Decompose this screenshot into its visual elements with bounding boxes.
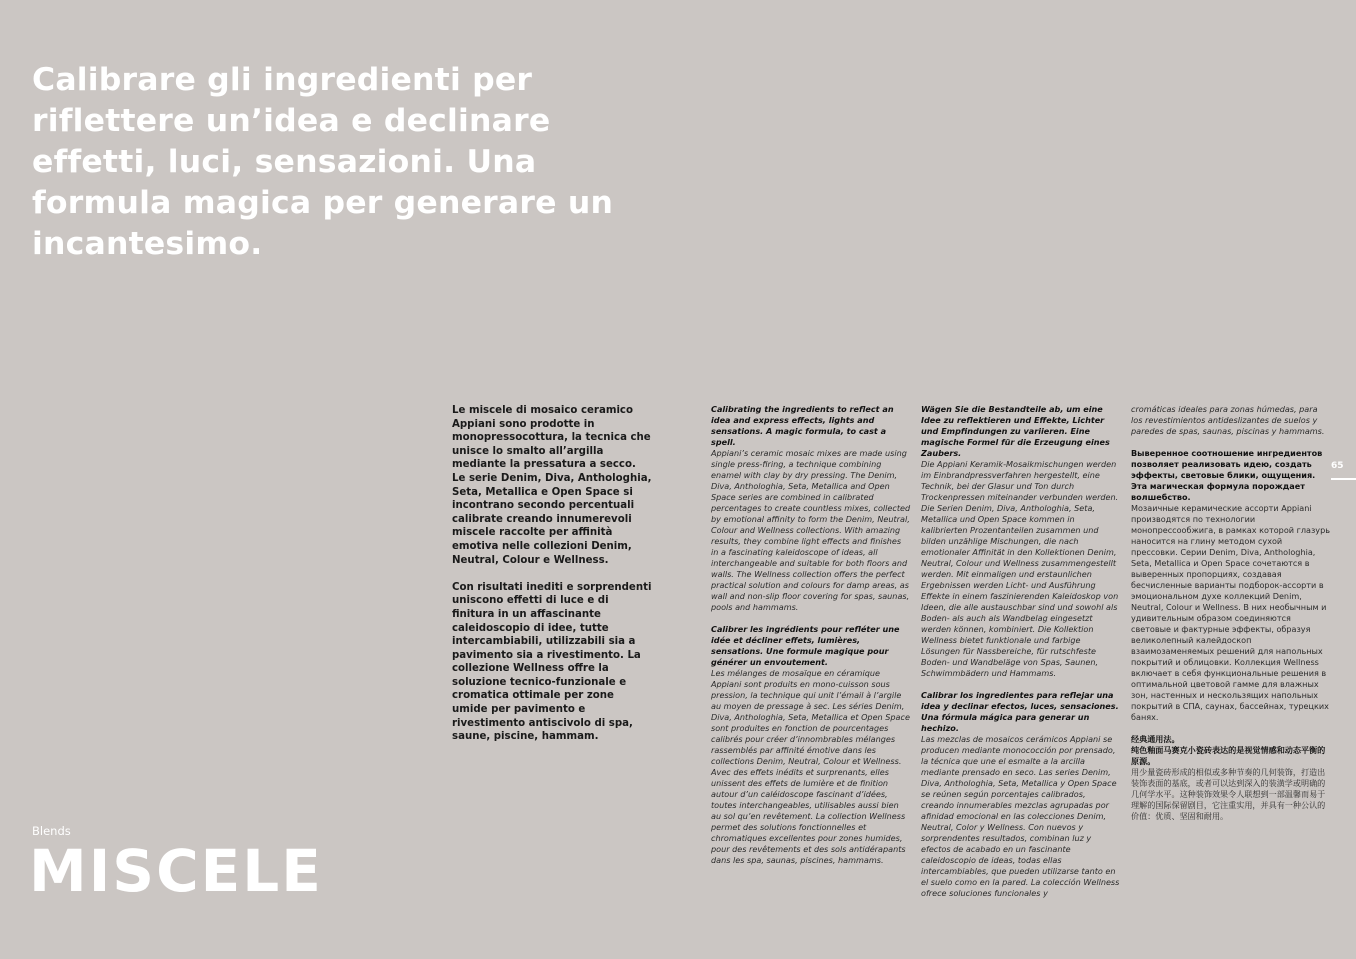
intro-italian	[452, 404, 652, 757]
section-title: MISCELE	[29, 837, 323, 905]
headline: Calibrare gli ingredienti per riflettere un’idea e declinare effetti, luci, sensazioni. Una formula magica per generare un incantesimo.	[32, 62, 614, 262]
english-section	[711, 404, 911, 613]
text-column-2	[921, 404, 1121, 910]
french-body: Les mélanges de mosaïque en céramique Appiani sont produits en mono-cuisson sous pression, la technique qui unit l’émail à l’argile au moyen de pressage à sec. Les séries Denim, Diva, Anthologhia, Seta, Metallica et Open Space sont produites en fonction de pourcentages calibrés pour créer d’innombrables mélanges rassemblés par affinité émotive dans les collections Denim, Neutral, Colour et Wellness. Avec des effets inédits et surprenants, elles unissent des effets de lumière et de finition autour d’un caléidoscope fascinant d’idées, toutes interchangeables, utilisables aussi bien au sol qu’en revêtement. La collection Wellness permet des solutions fonctionnelles et chromatiques excellentes pour zones humides, pour des revêtements et des sols antidérapants dans les spa, saunas, piscines, hammams.	[711, 668, 910, 865]
spanish-body: Las mezclas de mosaicos cerámicos Appiani se producen mediante monococción por prensado, la técnica que une el esmalte a la arcilla mediante prensado en seco. Las series Denim, Diva, Anthologhia, Seta, Metallica y Open Space se reúnen según porcentajes calibrados, creando innumerables mezclas agrupadas por afinidad emocional en las colecciones Denim, Neutral, Color y Wellness. Con nuevos y sorprendentes resultados, combinan luz y efectos de acabado en un fascinante caleidoscopio de ideas, todas ellas intercambiables, que pueden utilizarse tanto en el suelo como en la pared. La colección Wellness ofrece soluciones funcionales y	[921, 734, 1120, 898]
english-title: Calibrating the ingredients to reflect an idea and express effects, lights and sensations. A magic formula, to cast a spell.	[711, 404, 894, 447]
russian-section	[1131, 448, 1331, 723]
chinese-title-2: 纯色釉面马赛克小瓷砖表达的是视觉情感和动态平衡的原源。	[1131, 745, 1326, 766]
russian-body: Мозаичные керамические ассорти Appiani производятся по технологии монопрессообжига, в рамках которой глазурь наносится на глину методом сухой прессовки. Серии Denim, Diva, Anthologhia, Seta, Metallica и Open Space сочетаются в выверенных пропорциях, создавая бесчисленные варианты подборок-ассорти в эмоциональном духе коллекций Denim, Neutral, Colour и Wellness. В них необычным и удивительным образом соединяются световые и фактурные эффекты, образуя великолепный калейдоскоп взаимозаменяемых решений для напольных покрытий и облицовки. Коллекция Wellness включает в себя функциональные решения в оптимальной цветовой гамме для влажных зон, настенных и нескользящих напольных покрытий в СПА, саунах, бассейнах, турецких банях.	[1131, 503, 1330, 722]
intro-paragraph-2: Con risultati inediti e sorprendenti uniscono effetti di luce e di finitura in un affascinante caleidoscopio di idee, tutte intercambiabili, utilizzabili sia a pavimento sia a rivestimento. La collezione Wellness offre la soluzione tecnico-funzionale e cromatica ottimale per zone umide per pavimento e rivestimento antiscivolo di spa, saune, piscine, hammam.	[452, 581, 652, 743]
german-title: Wägen Sie die Bestandteile ab, um eine Idee zu reflektieren und Effekte, Lichter und Empfindungen zu variieren. Eine magische Formel für die Erzeugung eines Zaubers.	[921, 404, 1110, 458]
french-section	[711, 624, 911, 866]
text-column-1	[711, 404, 911, 877]
spanish-continued: cromáticas ideales para zonas húmedas, para los revestimientos antideslizantes de suelos y paredes de spas, saunas, piscinas y hammams.	[1131, 404, 1325, 436]
text-column-3	[1131, 404, 1331, 833]
chinese-title-1: 经典通用法。	[1131, 734, 1180, 744]
german-body: Die Appiani Keramik-Mosaikmischungen werden im Einbrandpressverfahren hergestellt, eine Technik, bei der Glasur und Ton durch Trockenpressen miteinander verbunden werden. Die Serien Denim, Diva, Anthologhia, Seta, Metallica und Open Space kommen in kalibrierten Prozentanteilen zusammen und bilden unzählige Mischungen, die nach emotionaler Affinität in den Kollektionen Denim, Neutral, Colour und Wellness zusammengestellt werden. Mit einmaligen und erstaunlichen Ergebnissen werden Licht- und Ausführung Effekte in einem faszinierenden Kaleidoskop von Ideen, die alle austauschbar sind und sowohl als Boden- als auch als Wandbelag eingesetzt werden können, kombiniert. Die Kollektion Wellness bietet funktionale und farbige Lösungen für Nassbereiche, für rutschfeste Boden- und Wandbeläge von Spas, Saunen, Schwimmbädern und Hammams.	[921, 459, 1119, 678]
section-subtitle: Blends	[32, 824, 71, 838]
german-section	[921, 404, 1121, 679]
page-number: 65	[1331, 461, 1344, 471]
russian-title: Выверенное соотношение ингредиентов позволяет реализовать идею, создать эффекты, световые блики, ощущения. Эта магическая формула порождает волшебство.	[1131, 448, 1323, 502]
page-number-rule	[1331, 478, 1356, 480]
english-body: Appiani’s ceramic mosaic mixes are made using single press-firing, a technique combining enamel with clay by dry pressing. The Denim, Diva, Anthologhia, Seta, Metallica and Open Space series are combined in calibrated percentages to create countless mixes, collected by emotional affinity to form the Denim, Neutral, Colour and Wellness collections. With amazing results, they combine light effects and finishes in a fascinating kaleidoscope of ideas, all interchangeable and suitable for both floors and walls. The Wellness collection offers the perfect practical solution and colours for damp areas, as wall and non-slip floor covering for spas, saunas, pools and hammams.	[711, 448, 911, 612]
spanish-section	[921, 690, 1121, 899]
french-title: Calibrer les ingrédients pour refléter une idée et décliner effets, lumières, sensations. Une formule magique pour générer un envoutement.	[711, 624, 900, 667]
chinese-section	[1131, 734, 1331, 822]
chinese-body: 用少量瓷砖形成的相似或多种节奏的几何装饰，打造出装饰表面的基底，或者可以达到深入的装潢学或明确的几何学水平。这种装饰效果令人联想到一部温馨而易于理解的国际保留剧目，它注重实用，并具有一种公认的价值：优质、坚固和耐用。	[1131, 767, 1326, 821]
intro-paragraph-1: Le miscele di mosaico ceramico Appiani sono prodotte in monopressocottura, la tecnica che unisce lo smalto all’argilla mediante la pressatura a secco. Le serie Denim, Diva, Anthologhia, Seta, Metallica e Open Space si incontrano secondo percentuali calibrate creando innumerevoli miscele raccolte per affinità emotiva nelle collezioni Denim, Neutral, Colour e Wellness.	[452, 405, 652, 566]
spanish-title: Calibrar los ingredientes para reflejar una idea y declinar efectos, luces, sensaciones. Una fórmula mágica para generar un hechizo.	[921, 690, 1119, 733]
